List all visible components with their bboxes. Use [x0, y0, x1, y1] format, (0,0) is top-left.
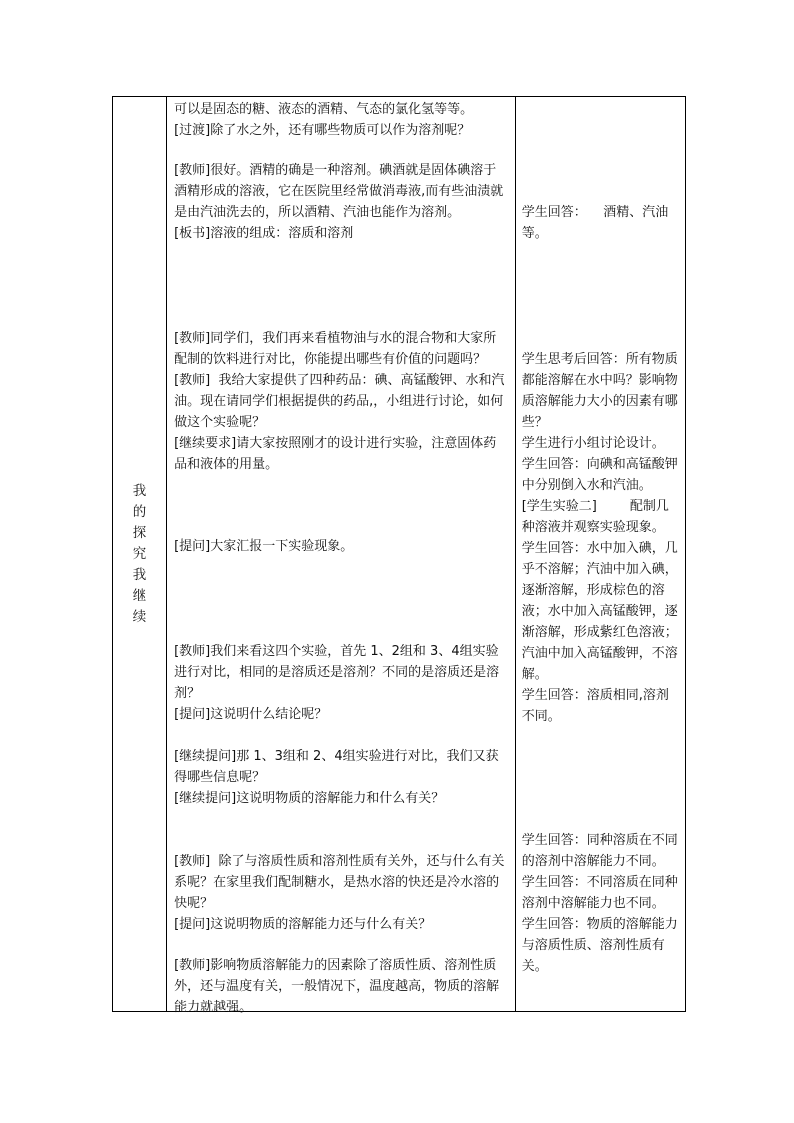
teacher-block: [教师]我们来看这四个实验，首先 1、2组和 3、4组实验进行对比，相同的是溶质还是溶剂？不同的是溶质还是溶剂？ [提问]这说明什么结论呢？ [174, 644, 500, 722]
teacher-block: [教师]同学们，我们再来看植物油与水的混合物和大家所配制的饮料进行对比，你能提出哪些有价值的问题吗？ [教师] 我给大家提供了四种药品：碘、高锰酸钾、水和汽油。现在请同学们根据提供的药品,，小组进行讨论，如何做这个实验呢？ [继续要求]请大家按照刚才的设计进行实验，注意固体药品和液体的用量。 [174, 331, 505, 472]
student-block: 学生回答：同种溶质在不同的溶剂中溶解能力不同。 学生回答：不同溶质在同种溶剂中溶解能力也不同。 学生回答：物质的溶解能力与溶质性质、溶剂性质有关。 [521, 833, 678, 974]
teacher-block: [教师]很好。酒精的确是一种溶剂。碘酒就是固体碘溶于酒精形成的溶液，它在医院里经常做消毒液,而有些油渍就是由汽油洗去的，所以酒精、汽油也能作为溶剂。 [板书]溶液的组成：溶质和溶剂 [174, 163, 504, 241]
teacher-block: 可以是固态的糖、液态的酒精、气态的氯化氢等等。 [过渡]除了水之外，还有哪些物质可以作为溶剂呢？ [174, 102, 474, 138]
student-activity-cell [515, 97, 685, 1012]
section-label: 我的探究我继续 [132, 482, 147, 625]
teacher-block: [教师] 除了与溶质性质和溶剂性质有关外，还与什么有关系呢？在家里我们配制糖水，是热水溶的快还是冷水溶的快呢？ [提问]这说明物质的溶解能力还与什么有关？ [174, 854, 505, 932]
lesson-table [112, 96, 686, 1015]
teacher-block: [继续提问]那 1、3组和 2、4组实验进行对比，我们又获得哪些信息呢？ [继续提问]这说明物质的溶解能力和什么有关？ [174, 749, 499, 806]
teacher-activity-cell [167, 97, 516, 1015]
teacher-block: [提问]大家汇报一下实验现象。 [174, 539, 354, 554]
student-block: 学生思考后回答：所有物质都能溶解在水中吗？影响物质溶解能力大小的因素有哪些？ 学生进行小组讨论设计。 学生回答：向碘和高锰酸钾中分别倒入水和汽油。 [学生实验二] 配制几种溶液并观察实验现象。 学生回答：水中加入碘，几乎不溶解；汽油中加入碘，逐渐溶解，形成棕色的溶液；水中加入高锰酸钾，逐渐溶解，形成紫红色溶液；汽油中加入高锰酸钾，不溶解。 学生回答：溶质相同,溶剂不同。 [521, 352, 678, 724]
student-block: 学生回答： 酒精、汽油等。 [521, 205, 669, 241]
teacher-block: [教师]影响物质溶解能力的因素除了溶质性质、溶剂性质外，还与温度有关，一般情况下，温度越高，物质的溶解能力就越强。 [174, 958, 500, 1015]
table-row [113, 97, 686, 1012]
section-label-cell [113, 97, 167, 1012]
